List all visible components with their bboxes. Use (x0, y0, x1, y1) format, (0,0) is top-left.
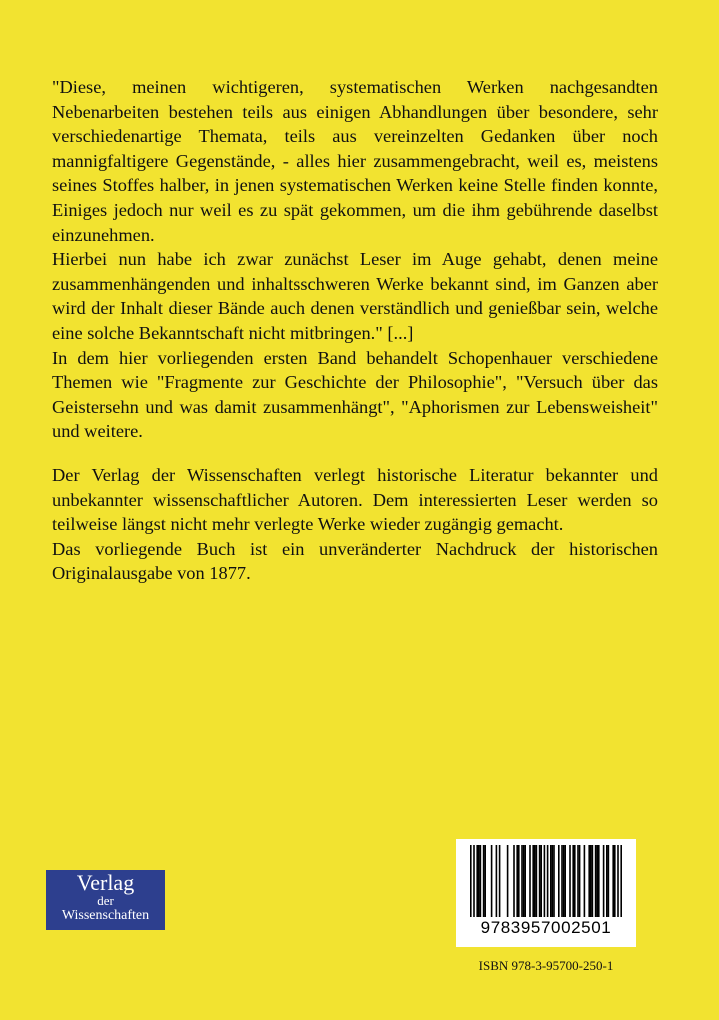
publisher-logo (46, 870, 165, 930)
barcode-bar (513, 845, 515, 917)
barcode-bar (473, 845, 475, 917)
barcode-bar (540, 845, 542, 917)
barcode-bar (516, 845, 518, 917)
barcode-bar (588, 845, 590, 917)
barcode-bar (561, 845, 563, 917)
barcode-bar (523, 845, 525, 917)
barcode-bar (579, 845, 581, 917)
barcode-bar (478, 845, 480, 917)
barcode-bar (617, 845, 619, 917)
publisher-note-paragraph-2: Das vorliegende Buch ist ein unveränderter Nachdruck der historischen Originalausgabe von 1877. (52, 538, 658, 584)
barcode-bar (547, 845, 549, 917)
description-text (52, 75, 658, 444)
barcode-bar (518, 845, 520, 917)
barcode-bar (606, 845, 608, 917)
barcode-digits: 9783957002501 (480, 918, 612, 937)
barcode-bar (558, 845, 560, 917)
barcode-bar (574, 845, 576, 917)
barcode-bar (552, 845, 554, 917)
barcode-bar (603, 845, 605, 917)
barcode-bar (480, 845, 482, 917)
barcode-bar (572, 845, 574, 917)
description-paragraph-1: "Diese, meinen wichtigeren, systematischen Werken nachgesandten Nebenarbeiten bestehen teils aus einigen Abhandlungen über besondere, sehr verschiedenartige Themata, teils aus vereinzelten Gedanken über noch mannigfaltigere Gegenstände, - alles hier zusammengebracht, weil es, meistens seines Stoffes halber, in jenen systematischen Werken keine Stelle finden konnte, Einiges jedoch nur weil es zu spät gekommen, um die ihm gebührende daselbst einzunehmen. (52, 77, 658, 245)
barcode-bar (539, 845, 541, 917)
barcode-bar (484, 845, 486, 917)
barcode-bar (577, 845, 579, 917)
barcode-bar (470, 845, 472, 917)
barcode-bar (532, 845, 534, 917)
barcode-bar (584, 845, 586, 917)
barcode-bar (550, 845, 552, 917)
barcode-bar (507, 845, 509, 917)
barcode (456, 839, 636, 947)
barcode-bar (491, 845, 493, 917)
barcode-bar (496, 845, 498, 917)
barcode-bar (569, 845, 571, 917)
logo-line-wissenschaften: Wissenschaften (61, 908, 150, 923)
isbn-label: ISBN 978-3-95700-250-1 (478, 958, 614, 973)
barcode-bar (536, 845, 538, 917)
barcode-bar (592, 845, 594, 917)
barcode-bar (499, 845, 501, 917)
barcode-bar (598, 845, 600, 917)
barcode-bar (564, 845, 566, 917)
barcode-bar (595, 845, 597, 917)
barcode-bar (614, 845, 616, 917)
barcode-bar (608, 845, 610, 917)
barcode-bar (590, 845, 592, 917)
barcode-bar (563, 845, 565, 917)
barcode-bar (483, 845, 485, 917)
barcode-bar (524, 845, 526, 917)
publisher-note-paragraph-1: Der Verlag der Wissenschaften verlegt historische Literatur bekannter und unbekannter wissenschaftlicher Autoren. Dem interessierten Leser werden so teilweise längst nicht mehr verlegte Werke wieder zugängig gemacht. (52, 465, 658, 535)
barcode-bar (521, 845, 523, 917)
barcode-bar (544, 845, 546, 917)
barcode-bar (529, 845, 531, 917)
barcode-bar (596, 845, 598, 917)
description-paragraph-2: Hierbei nun habe ich zwar zunächst Leser im Auge gehabt, denen meine zusammenhängenden und inhaltsschweren Werke bekannt sind, im Ganzen aber wird der Inhalt dieser Bände auch denen verständlich und genießbar sein, welche eine solche Bekanntschaft nicht mitbringen." [...] (52, 249, 658, 343)
barcode-bar (620, 845, 622, 917)
logo-line-der: der (97, 893, 114, 908)
barcode-bar (476, 845, 478, 917)
logo-line-verlag: Verlag (76, 870, 135, 895)
barcode-bar (553, 845, 555, 917)
barcode-bar (612, 845, 614, 917)
description-paragraph-3: In dem hier vorliegenden ersten Band behandelt Schopenhauer verschiedene Themen wie "Fragmente zur Geschichte der Philosophie", "Versuch über das Geistersehn und was damit zusammenhängt", "Aphorismen zur Lebensweisheit" und weitere. (52, 347, 658, 442)
barcode-bar (534, 845, 536, 917)
barcode-bars (456, 839, 636, 919)
publisher-note (52, 463, 658, 586)
